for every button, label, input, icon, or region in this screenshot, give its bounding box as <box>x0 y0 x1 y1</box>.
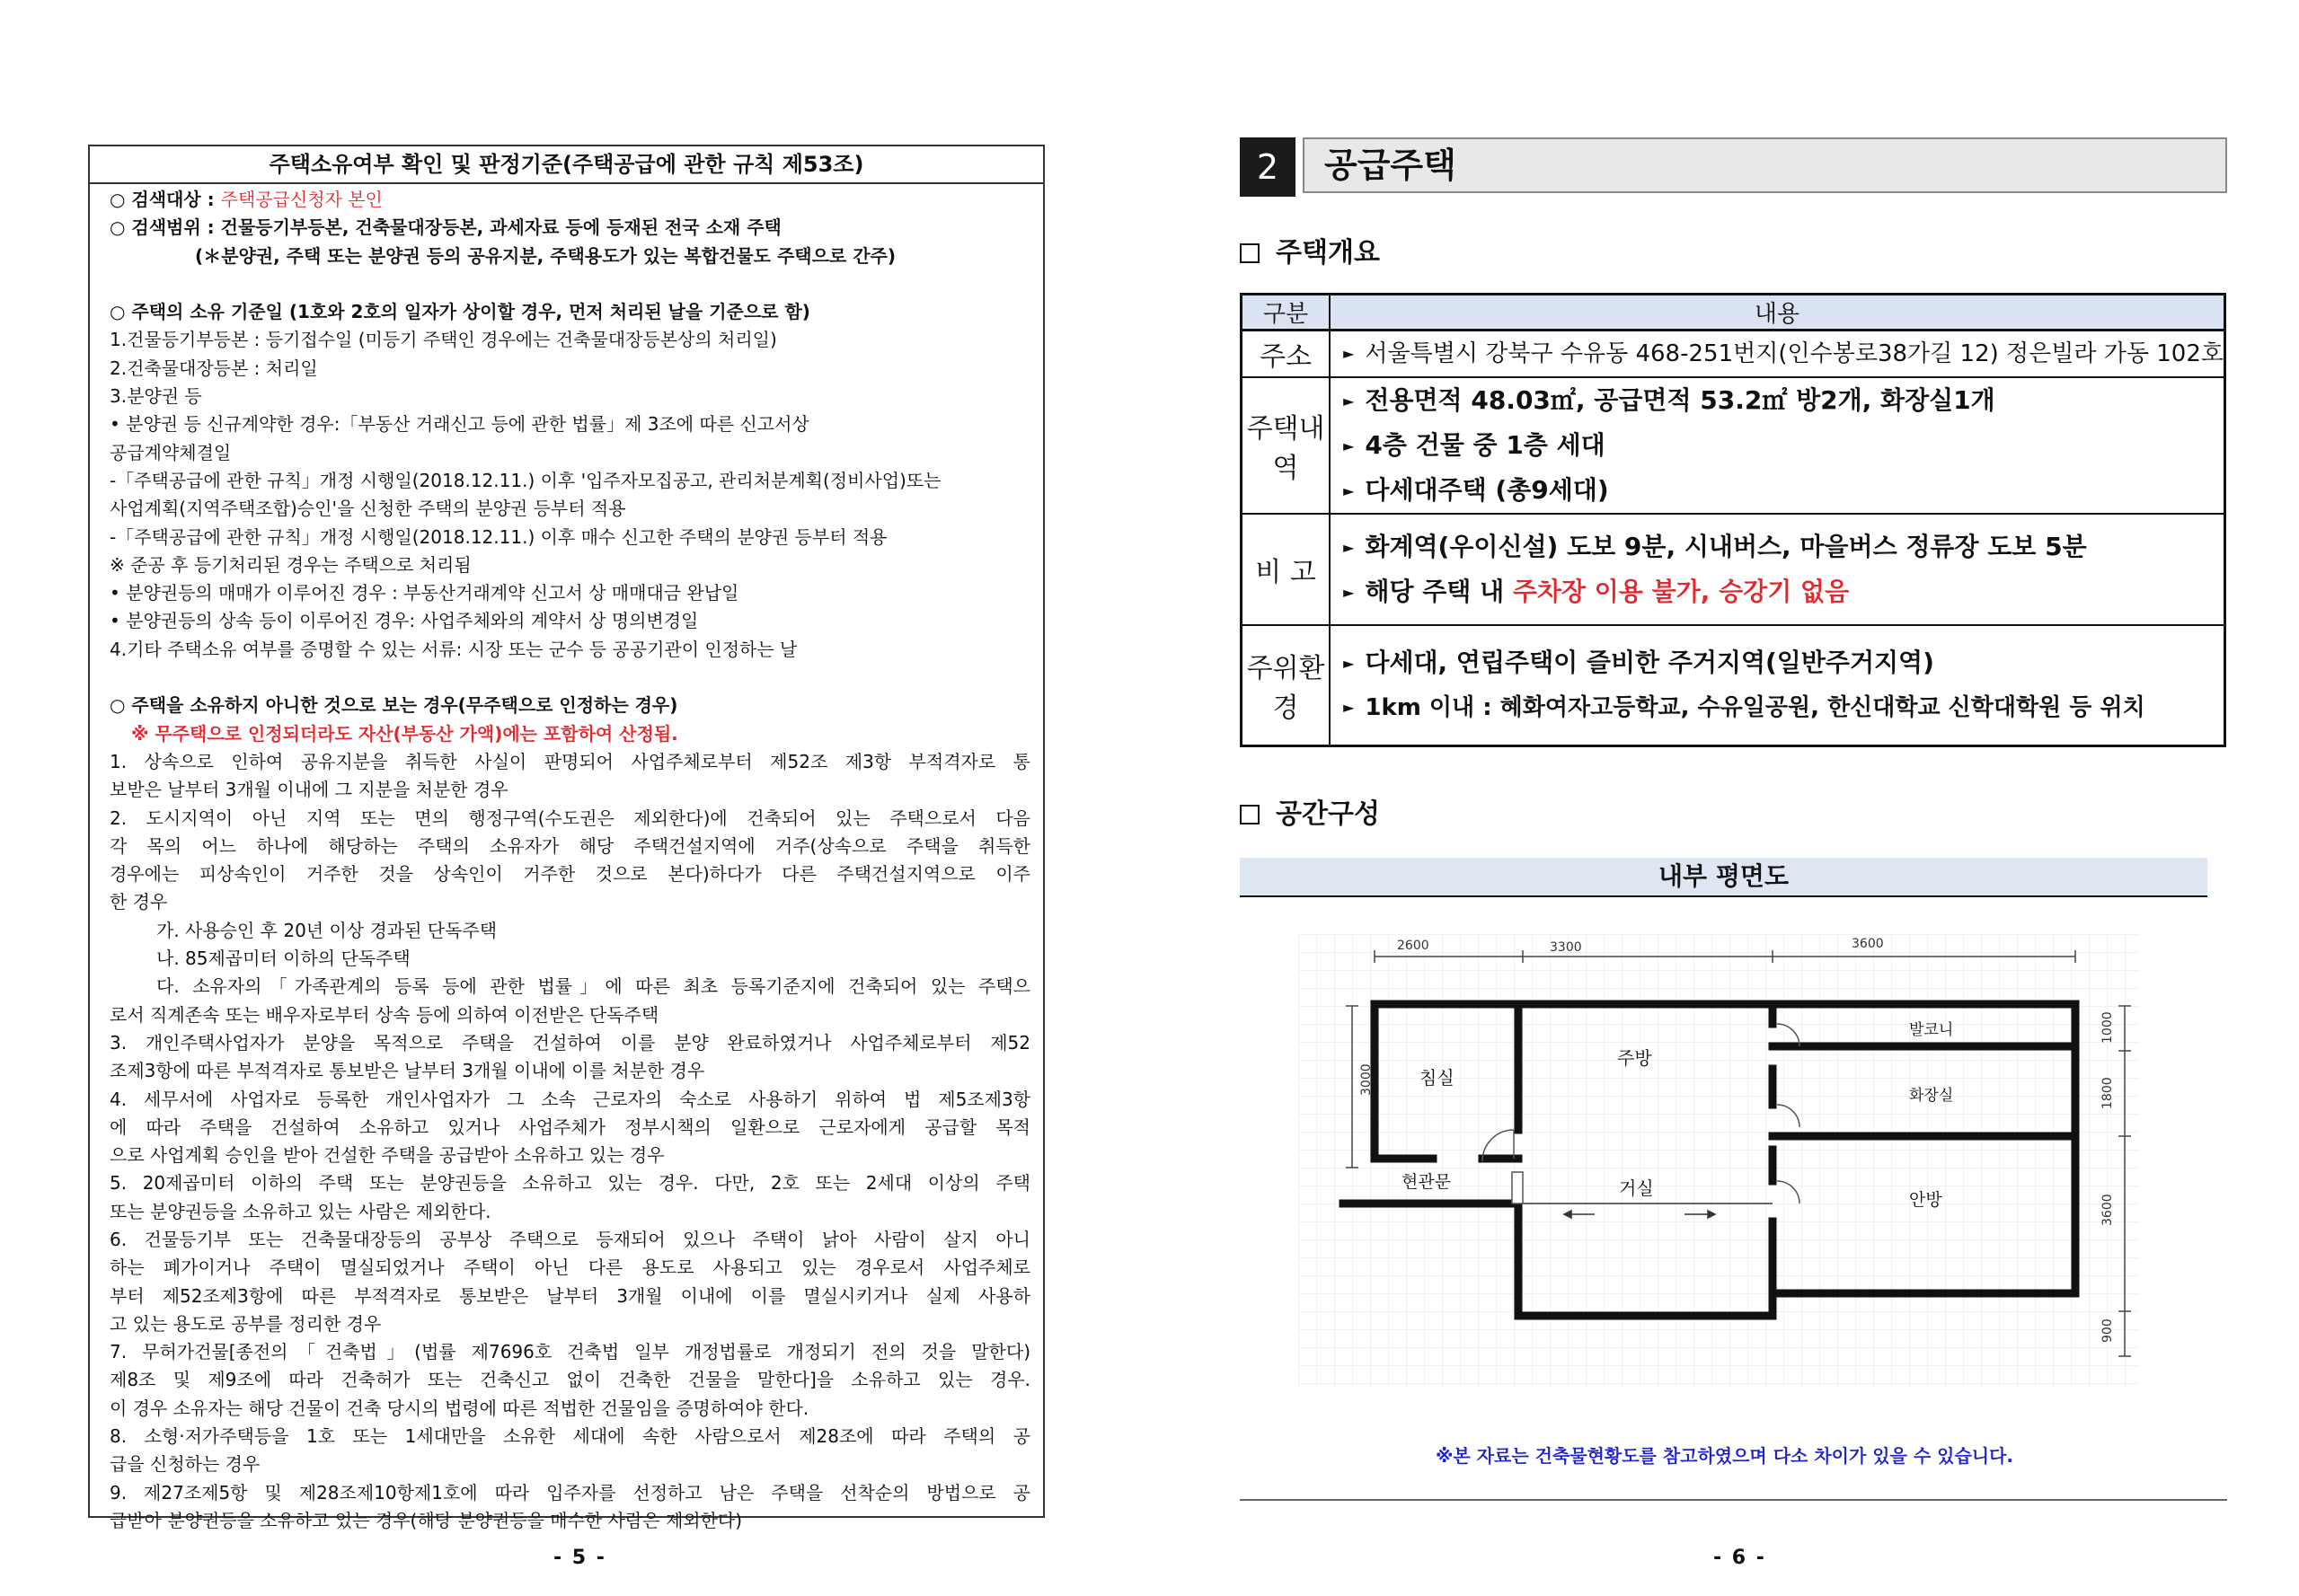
floor-plan-heading: 내부 평면도 <box>1240 858 2207 897</box>
no-house-line: 하는 폐가이거나 주택이 멸실되었거나 주택이 아닌 다른 용도로 사용되고 있는 경우로서 사업주체로 <box>110 1257 1030 1279</box>
room-bathroom: 화장실 <box>1909 1087 1954 1105</box>
basis-line: 공급계약체결일 <box>110 441 232 463</box>
plan-footnote: ※본 자료는 건축물현황도를 참고하였으며 다소 차이가 있을 수 있습니다. <box>1435 1445 2014 1467</box>
rules-title: 주택소유여부 확인 및 판정기준(주택공급에 관한 규칙 제53조) <box>90 146 1043 184</box>
search-scope: ○ 검색범위 : 건물등기부등본, 건축물대장등본, 과세자료 등에 등재된 전국 소재 주택 <box>110 216 782 239</box>
page-number: - 5 - <box>553 1547 606 1569</box>
basis-line: ※ 준공 후 등기처리된 경우는 주택으로 처리됨 <box>110 553 472 576</box>
no-house-line: 한 경우 <box>110 891 168 913</box>
house-overview-table <box>1240 293 2226 747</box>
basis-line: -「주택공급에 관한 규칙」개정 시행일(2018.12.11.) 이후 '입주자모집공고, 관리처분계획(정비사업)또는 <box>110 469 942 491</box>
notes-label: 비 고 <box>1242 514 1331 625</box>
dim-right-2: 1800 <box>2100 1077 2115 1109</box>
no-house-line: 보받은 날부터 3개월 이내에 그 지분을 처분한 경우 <box>110 779 508 801</box>
no-house-line: 으로 사업계획 승인을 받아 건설한 주택을 공급받아 소유하고 있는 경우 <box>110 1144 665 1167</box>
bottom-divider <box>1240 1499 2227 1501</box>
no-house-line: 조제3항에 따른 부적격자로 통보받은 날부터 3개월 이내에 이를 처분한 경우 <box>110 1060 705 1082</box>
no-house-line: 로서 직계존속 또는 배우자로부터 상속 등에 의하여 이전받은 단독주택 <box>110 1003 659 1026</box>
address-cell: ► 서울특별시 강북구 수유동 468-251번지(인수봉로38가길 12) 정은빌라 가동 102호 <box>1330 331 2224 378</box>
basis-line: • 분양권등의 상속 등이 이루어진 경우: 사업주체와의 계약서 상 명의변경일 <box>110 610 699 632</box>
notes-cell: ► 화계역(우이신설) 도보 9분, 시내버스, 마을버스 정류장 도보 5분 ► 해당 주택 내 주차장 이용 불가, 승강기 없음 <box>1330 514 2224 625</box>
room-master: 안방 <box>1909 1190 1942 1210</box>
dim-right-1: 1000 <box>2100 1011 2115 1044</box>
basis-line: • 분양권등의 매매가 이루어진 경우 : 부동산거래계약 신고서 상 매매대금 완납일 <box>110 582 739 604</box>
no-house-line: 또는 분양권등을 소유하고 있는 사람은 제외한다. <box>110 1200 491 1222</box>
dim-top-2: 3300 <box>1550 940 1582 955</box>
section-number: 2 <box>1240 137 1295 197</box>
room-balcony: 발코니 <box>1909 1021 1954 1039</box>
overview-heading: 주택개요 <box>1240 235 1380 271</box>
basis-line: • 분양권 등 신규계약한 경우:「부동산 거래신고 등에 관한 법률」제 3조에 따른 신고서상 <box>110 413 809 436</box>
no-house-line: 8. 소형·저가주택등을 1호 또는 1세대만을 소유한 세대에 속한 사람으로서 제28조에 따라 주택의 공 <box>110 1425 1030 1448</box>
triangle-bullet-icon: ► <box>1343 539 1355 556</box>
no-house-line: 나. 85제곱미터 이하의 단독주택 <box>156 948 411 970</box>
no-house-line: 2. 도시지역이 아닌 지역 또는 면의 행정구역(수도권은 제외한다)에 건축되어 있는 주택으로서 다음 <box>110 807 1030 829</box>
no-house-line: 이 경우 소유자는 해당 건물이 건축 당시의 법령에 따른 적법한 건물임을 증명하여야 한다. <box>110 1397 809 1419</box>
header-content: 내용 <box>1330 295 2224 331</box>
triangle-bullet-icon: ► <box>1343 437 1355 454</box>
basis-line: 4.기타 주택소유 여부를 증명할 수 있는 서류: 시장 또는 군수 등 공공기관이 인정하는 날 <box>110 638 798 660</box>
ownership-basis-title: ○ 주택의 소유 기준일 (1호와 2호의 일자가 상이할 경우, 먼저 처리된 날을 기준으로 함) <box>110 301 810 323</box>
dim-left: 3000 <box>1359 1063 1374 1096</box>
search-target: ○ 검색대상 : 주택공급신청자 본인 <box>110 189 383 210</box>
floor-plan-drawing <box>1298 934 2138 1388</box>
header-category: 구분 <box>1242 295 1331 331</box>
dim-top-1: 2600 <box>1397 939 1429 953</box>
no-house-line: 5. 20제곱미터 이하의 주택 또는 분양권등을 소유하고 있는 경우. 다만, 2호 또는 2세대 이상의 주택 <box>110 1172 1030 1195</box>
no-house-line: 9. 제27조제5항 및 제28조제10항제1호에 따라 입주자를 선정하고 남은 주택을 선착순의 방법으로 공 <box>110 1481 1030 1503</box>
dim-right-3: 3600 <box>2100 1194 2115 1226</box>
room-bedroom: 침실 <box>1419 1067 1455 1089</box>
dim-right-4: 900 <box>2100 1318 2115 1343</box>
no-house-line: 1. 상속으로 인하여 공유지분을 취득한 사실이 판명되어 사업주체로부터 제52조 제3항 부적격자로 통 <box>110 750 1030 772</box>
room-kitchen: 주방 <box>1617 1047 1652 1069</box>
no-house-line: 3. 개인주택사업자가 분양을 목적으로 주택을 건설하여 이를 분양 완료하였거나 사업주체로부터 제52 <box>110 1031 1030 1054</box>
no-house-line: 다. 소유자의「가족관계의 등록 등에 관한 법률」에 따른 최초 등록기준지에 건축되어 있는 주택으 <box>156 975 1030 998</box>
checkbox-icon <box>1240 805 1260 824</box>
triangle-bullet-icon: ► <box>1343 654 1355 672</box>
no-house-line: 6. 건물등기부 또는 건축물대장등의 공부상 주택으로 등재되어 있으나 주택이 낡아 사람이 살지 아니 <box>110 1228 1030 1250</box>
no-house-line: 경우에는 피상속인이 거주한 것을 상속인이 거주한 것으로 본다)하다가 다른 주택건설지역으로 이주 <box>110 863 1030 886</box>
room-living: 거실 <box>1619 1177 1654 1199</box>
section-header <box>1240 137 2227 197</box>
address-label: 주소 <box>1242 331 1331 378</box>
room-entrance: 현관문 <box>1402 1172 1452 1192</box>
page-number: - 6 - <box>1713 1547 1766 1569</box>
triangle-bullet-icon: ► <box>1343 345 1355 362</box>
environment-label: 주위환경 <box>1242 625 1331 745</box>
no-house-line: 4. 세무서에 사업자로 등록한 개인사업자가 그 소속 근로자의 숙소로 사용하기 위하여 법 제5조제3항 <box>110 1088 1030 1110</box>
no-house-line: 고 있는 용도로 공부를 정리한 경우 <box>110 1312 382 1335</box>
section-title: 공급주택 <box>1303 137 2227 193</box>
no-house-line: 7. 무허가건물[종전의「건축법」(법률 제7696호 건축법 일부 개정법률로 개정되기 전의 것을 말한다) <box>110 1341 1030 1363</box>
triangle-bullet-icon: ► <box>1343 392 1355 410</box>
basis-line: -「주택공급에 관한 규칙」개정 시행일(2018.12.11.) 이후 매수 신고한 주택의 분양권 등부터 적용 <box>110 525 888 548</box>
dim-top-3: 3600 <box>1852 937 1884 951</box>
no-house-line: 부터 제52조제3항에 따른 부적격자로 통보받은 날부터 3개월 이내에 이를 멸실시키거나 실제 사용하 <box>110 1284 1030 1307</box>
no-house-line: 가. 사용승인 후 20년 이상 경과된 단독주택 <box>156 919 498 941</box>
no-house-note: ※ 무주택으로 인정되더라도 자산(부동산 가액)에는 포함하여 산정됨. <box>131 722 678 745</box>
no-house-line: 급받아 분양권등을 소유하고 있는 경우(해당 분양권등을 매수한 사람은 제외한다) <box>110 1509 743 1531</box>
basis-line: 3.분양권 등 <box>110 385 202 408</box>
basis-line: 사업계획(지역주택조합)승인'을 신청한 주택의 분양권 등부터 적용 <box>110 498 626 520</box>
checkbox-icon <box>1240 243 1260 263</box>
entrance-door-icon <box>1512 1172 1523 1204</box>
no-house-line: 각 목의 어느 하나에 해당하는 주택의 소유자가 해당 주택건설지역에 거주(상속으로 주택을 취득한 <box>110 834 1030 857</box>
triangle-bullet-icon: ► <box>1343 584 1355 601</box>
basis-line: 2.건축물대장등본 : 처리일 <box>110 357 318 379</box>
rules-body <box>90 184 1043 1535</box>
page-right <box>1150 0 2299 1596</box>
no-house-line: 에 따라 주택을 건설하여 소유하고 있거나 사업주체가 정부시책의 일환으로 근로자에게 공급할 목적 <box>110 1115 1030 1138</box>
triangle-bullet-icon: ► <box>1343 698 1355 716</box>
triangle-bullet-icon: ► <box>1343 482 1355 499</box>
environment-cell: ► 다세대, 연립주택이 즐비한 주거지역(일반주거지역) ► 1km 이내 : 혜화여자고등학교, 수유일공원, 한신대학교 신학대학원 등 위치 <box>1330 625 2224 745</box>
housing-ownership-rules-box <box>88 145 1045 1531</box>
space-heading: 공간구성 <box>1240 797 1380 833</box>
details-cell: ► 전용면적 48.03㎡, 공급면적 53.2㎡ 방2개, 화장실1개 ► 4층 건물 중 1층 세대 ► 다세대주택 (총9세대) <box>1330 377 2224 514</box>
details-label: 주택내역 <box>1242 377 1331 514</box>
no-house-title: ○ 주택을 소유하지 아니한 것으로 보는 경우(무주택으로 인정하는 경우) <box>110 694 678 717</box>
no-house-line: 제8조 및 제9조에 따라 건축허가 또는 건축신고 없이 건축한 건물을 말한다]을 소유하고 있는 경우. <box>110 1369 1030 1391</box>
search-scope-note: (＊분양권, 주택 또는 분양권 등의 공유지분, 주택용도가 있는 복합건물도 주택으로 간주) <box>195 244 896 267</box>
no-house-line: 급을 신청하는 경우 <box>110 1453 261 1476</box>
basis-line: 1.건물등기부등본 : 등기접수일 (미등기 주택인 경우에는 건축물대장등본상의 처리일) <box>110 329 777 351</box>
